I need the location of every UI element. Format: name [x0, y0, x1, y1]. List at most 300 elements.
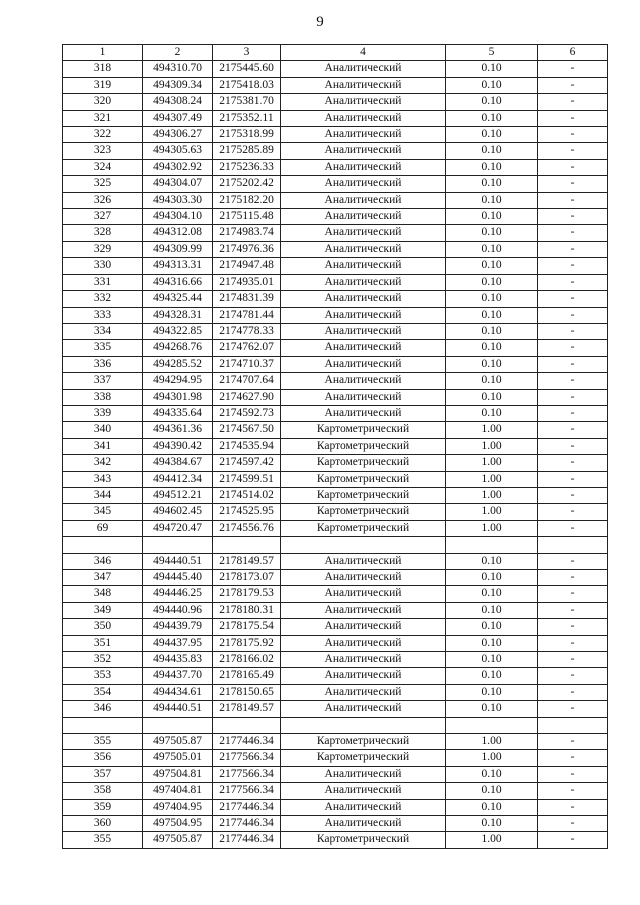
description-cell: -	[538, 307, 608, 323]
table-row	[63, 553, 608, 569]
accuracy-cell: 0.10	[446, 635, 538, 651]
x-coordinate-cell: 494307.49	[143, 110, 213, 126]
x-coordinate-cell: 494304.10	[143, 209, 213, 225]
description-cell: -	[538, 586, 608, 602]
accuracy-cell: 0.10	[446, 225, 538, 241]
description-cell: -	[538, 684, 608, 700]
y-coordinate-cell: 2178175.92	[213, 635, 281, 651]
y-coordinate-cell: 2177566.34	[213, 750, 281, 766]
description-cell: -	[538, 94, 608, 110]
table-row	[63, 635, 608, 651]
x-coordinate-cell: 494310.70	[143, 61, 213, 77]
y-coordinate-cell: 2174535.94	[213, 438, 281, 454]
method-cell: Аналитический	[281, 602, 446, 618]
method-cell: Картометрический	[281, 438, 446, 454]
point-number-cell: 358	[63, 783, 143, 799]
point-number-cell: 321	[63, 110, 143, 126]
description-cell: -	[538, 159, 608, 175]
accuracy-cell: 0.10	[446, 799, 538, 815]
y-coordinate-cell: 2174525.95	[213, 504, 281, 520]
x-coordinate-cell: 494302.92	[143, 159, 213, 175]
description-cell	[538, 537, 608, 553]
point-number-cell: 351	[63, 635, 143, 651]
method-cell: Картометрический	[281, 750, 446, 766]
table-row	[63, 340, 608, 356]
y-coordinate-cell: 2174592.73	[213, 405, 281, 421]
method-cell: Аналитический	[281, 323, 446, 339]
table-row	[63, 471, 608, 487]
point-number-cell: 350	[63, 619, 143, 635]
description-cell: -	[538, 619, 608, 635]
x-coordinate-cell: 494434.61	[143, 684, 213, 700]
x-coordinate-cell: 494412.34	[143, 471, 213, 487]
y-coordinate-cell: 2178179.53	[213, 586, 281, 602]
description-cell: -	[538, 110, 608, 126]
table-row	[63, 61, 608, 77]
x-coordinate-cell: 494309.34	[143, 77, 213, 93]
description-cell: -	[538, 209, 608, 225]
method-cell: Аналитический	[281, 110, 446, 126]
accuracy-cell: 1.00	[446, 438, 538, 454]
x-coordinate-cell: 494435.83	[143, 652, 213, 668]
method-cell: Картометрический	[281, 487, 446, 503]
point-number-cell: 337	[63, 373, 143, 389]
x-coordinate-cell: 494325.44	[143, 291, 213, 307]
description-cell: -	[538, 750, 608, 766]
y-coordinate-cell: 2178149.57	[213, 553, 281, 569]
accuracy-cell: 0.10	[446, 159, 538, 175]
point-number-cell: 325	[63, 176, 143, 192]
description-cell: -	[538, 225, 608, 241]
accuracy-cell: 0.10	[446, 586, 538, 602]
y-coordinate-cell: 2178165.49	[213, 668, 281, 684]
table-row	[63, 192, 608, 208]
y-coordinate-cell: 2178149.57	[213, 701, 281, 717]
x-coordinate-cell: 494440.51	[143, 701, 213, 717]
method-cell: Аналитический	[281, 569, 446, 585]
point-number-cell: 356	[63, 750, 143, 766]
method-cell: Аналитический	[281, 652, 446, 668]
table-row	[63, 241, 608, 257]
point-number-cell: 327	[63, 209, 143, 225]
point-number-cell: 355	[63, 832, 143, 848]
column-header: 2	[143, 45, 213, 61]
x-coordinate-cell: 494512.21	[143, 487, 213, 503]
point-number-cell	[63, 717, 143, 733]
table-row	[63, 438, 608, 454]
x-coordinate-cell: 494602.45	[143, 504, 213, 520]
point-number-cell: 320	[63, 94, 143, 110]
method-cell: Аналитический	[281, 61, 446, 77]
y-coordinate-cell: 2178173.07	[213, 569, 281, 585]
point-number-cell: 346	[63, 701, 143, 717]
method-cell: Картометрический	[281, 734, 446, 750]
description-cell: -	[538, 422, 608, 438]
y-coordinate-cell: 2177566.34	[213, 766, 281, 782]
y-coordinate-cell: 2175445.60	[213, 61, 281, 77]
point-number-cell: 324	[63, 159, 143, 175]
accuracy-cell: 0.10	[446, 291, 538, 307]
accuracy-cell: 1.00	[446, 504, 538, 520]
description-cell: -	[538, 291, 608, 307]
table-row	[63, 291, 608, 307]
accuracy-cell: 0.10	[446, 619, 538, 635]
method-cell: Аналитический	[281, 373, 446, 389]
column-header: 3	[213, 45, 281, 61]
x-coordinate-cell: 494439.79	[143, 619, 213, 635]
x-coordinate-cell: 494437.95	[143, 635, 213, 651]
method-cell: Аналитический	[281, 340, 446, 356]
method-cell: Аналитический	[281, 258, 446, 274]
accuracy-cell: 0.10	[446, 356, 538, 372]
y-coordinate-cell: 2174599.51	[213, 471, 281, 487]
description-cell: -	[538, 61, 608, 77]
accuracy-cell: 1.00	[446, 487, 538, 503]
point-number-cell: 345	[63, 504, 143, 520]
point-number-cell: 326	[63, 192, 143, 208]
description-cell: -	[538, 373, 608, 389]
table-row	[63, 799, 608, 815]
method-cell: Картометрический	[281, 422, 446, 438]
table-body	[63, 45, 608, 849]
description-cell: -	[538, 553, 608, 569]
x-coordinate-cell: 497404.95	[143, 799, 213, 815]
point-number-cell: 336	[63, 356, 143, 372]
x-coordinate-cell: 497505.01	[143, 750, 213, 766]
table-row	[63, 159, 608, 175]
y-coordinate-cell: 2175285.89	[213, 143, 281, 159]
accuracy-cell: 0.10	[446, 569, 538, 585]
y-coordinate-cell: 2175115.48	[213, 209, 281, 225]
point-number-cell: 339	[63, 405, 143, 421]
x-coordinate-cell: 494322.85	[143, 323, 213, 339]
method-cell: Аналитический	[281, 799, 446, 815]
method-cell: Аналитический	[281, 94, 446, 110]
x-coordinate-cell: 494308.24	[143, 94, 213, 110]
point-number-cell: 360	[63, 816, 143, 832]
description-cell: -	[538, 816, 608, 832]
accuracy-cell: 1.00	[446, 520, 538, 536]
y-coordinate-cell: 2178175.54	[213, 619, 281, 635]
accuracy-cell: 0.10	[446, 209, 538, 225]
table-row	[63, 766, 608, 782]
table-row	[63, 816, 608, 832]
y-coordinate-cell: 2174627.90	[213, 389, 281, 405]
accuracy-cell: 1.00	[446, 455, 538, 471]
y-coordinate-cell	[213, 537, 281, 553]
method-cell: Аналитический	[281, 619, 446, 635]
description-cell: -	[538, 274, 608, 290]
table-row	[63, 143, 608, 159]
accuracy-cell: 0.10	[446, 340, 538, 356]
method-cell	[281, 537, 446, 553]
description-cell: -	[538, 143, 608, 159]
y-coordinate-cell: 2178166.02	[213, 652, 281, 668]
description-cell: -	[538, 323, 608, 339]
x-coordinate-cell: 497504.95	[143, 816, 213, 832]
point-number-cell: 323	[63, 143, 143, 159]
point-number-cell: 352	[63, 652, 143, 668]
method-cell: Аналитический	[281, 127, 446, 143]
y-coordinate-cell: 2174935.01	[213, 274, 281, 290]
y-coordinate-cell: 2174983.74	[213, 225, 281, 241]
description-cell: -	[538, 487, 608, 503]
method-cell: Аналитический	[281, 274, 446, 290]
method-cell: Аналитический	[281, 143, 446, 159]
accuracy-cell: 1.00	[446, 832, 538, 848]
description-cell: -	[538, 241, 608, 257]
table-row	[63, 405, 608, 421]
method-cell	[281, 717, 446, 733]
y-coordinate-cell: 2175418.03	[213, 77, 281, 93]
table-row	[63, 734, 608, 750]
accuracy-cell: 0.10	[446, 373, 538, 389]
coordinates-table	[62, 44, 608, 849]
description-cell: -	[538, 783, 608, 799]
accuracy-cell: 0.10	[446, 258, 538, 274]
accuracy-cell: 0.10	[446, 602, 538, 618]
method-cell: Аналитический	[281, 307, 446, 323]
y-coordinate-cell: 2177446.34	[213, 816, 281, 832]
point-number-cell: 341	[63, 438, 143, 454]
y-coordinate-cell: 2174781.44	[213, 307, 281, 323]
description-cell: -	[538, 504, 608, 520]
accuracy-cell: 1.00	[446, 422, 538, 438]
accuracy-cell: 0.10	[446, 668, 538, 684]
point-number-cell: 346	[63, 553, 143, 569]
x-coordinate-cell: 494312.08	[143, 225, 213, 241]
method-cell: Аналитический	[281, 586, 446, 602]
point-number-cell: 328	[63, 225, 143, 241]
point-number-cell: 349	[63, 602, 143, 618]
method-cell: Картометрический	[281, 455, 446, 471]
accuracy-cell: 0.10	[446, 241, 538, 257]
table-row	[63, 323, 608, 339]
table-row	[63, 586, 608, 602]
y-coordinate-cell: 2177446.34	[213, 734, 281, 750]
point-number-cell: 332	[63, 291, 143, 307]
description-cell: -	[538, 734, 608, 750]
method-cell: Картометрический	[281, 471, 446, 487]
x-coordinate-cell: 494306.27	[143, 127, 213, 143]
method-cell: Аналитический	[281, 209, 446, 225]
method-cell: Картометрический	[281, 504, 446, 520]
y-coordinate-cell: 2177446.34	[213, 832, 281, 848]
table-row	[63, 652, 608, 668]
accuracy-cell: 0.10	[446, 405, 538, 421]
y-coordinate-cell: 2177566.34	[213, 783, 281, 799]
table-row	[63, 717, 608, 733]
x-coordinate-cell: 494313.31	[143, 258, 213, 274]
y-coordinate-cell: 2174567.50	[213, 422, 281, 438]
header-row	[63, 45, 608, 61]
method-cell: Аналитический	[281, 389, 446, 405]
y-coordinate-cell: 2174556.76	[213, 520, 281, 536]
table-row	[63, 684, 608, 700]
table-row	[63, 373, 608, 389]
accuracy-cell: 0.10	[446, 701, 538, 717]
point-number-cell: 335	[63, 340, 143, 356]
point-number-cell: 331	[63, 274, 143, 290]
y-coordinate-cell: 2174710.37	[213, 356, 281, 372]
point-number-cell: 333	[63, 307, 143, 323]
point-number-cell: 359	[63, 799, 143, 815]
description-cell	[538, 717, 608, 733]
method-cell: Картометрический	[281, 832, 446, 848]
y-coordinate-cell: 2175381.70	[213, 94, 281, 110]
description-cell: -	[538, 127, 608, 143]
column-header: 6	[538, 45, 608, 61]
accuracy-cell: 0.10	[446, 684, 538, 700]
method-cell: Аналитический	[281, 668, 446, 684]
x-coordinate-cell: 494440.51	[143, 553, 213, 569]
description-cell: -	[538, 569, 608, 585]
description-cell: -	[538, 438, 608, 454]
accuracy-cell: 0.10	[446, 389, 538, 405]
description-cell: -	[538, 356, 608, 372]
table-row	[63, 274, 608, 290]
point-number-cell: 319	[63, 77, 143, 93]
description-cell: -	[538, 455, 608, 471]
y-coordinate-cell: 2174778.33	[213, 323, 281, 339]
description-cell: -	[538, 652, 608, 668]
table-row	[63, 94, 608, 110]
y-coordinate-cell: 2174762.07	[213, 340, 281, 356]
accuracy-cell: 0.10	[446, 77, 538, 93]
accuracy-cell: 0.10	[446, 61, 538, 77]
table-row	[63, 487, 608, 503]
table-row	[63, 127, 608, 143]
point-number-cell: 355	[63, 734, 143, 750]
point-number-cell: 342	[63, 455, 143, 471]
table-row	[63, 537, 608, 553]
accuracy-cell: 0.10	[446, 110, 538, 126]
point-number-cell	[63, 537, 143, 553]
method-cell: Аналитический	[281, 553, 446, 569]
table-row	[63, 307, 608, 323]
point-number-cell: 329	[63, 241, 143, 257]
accuracy-cell: 0.10	[446, 553, 538, 569]
page-number: 9	[316, 14, 324, 30]
point-number-cell: 357	[63, 766, 143, 782]
column-header: 5	[446, 45, 538, 61]
method-cell: Аналитический	[281, 684, 446, 700]
accuracy-cell: 1.00	[446, 734, 538, 750]
table-row	[63, 455, 608, 471]
accuracy-cell: 0.10	[446, 307, 538, 323]
y-coordinate-cell: 2174976.36	[213, 241, 281, 257]
accuracy-cell	[446, 537, 538, 553]
table-row	[63, 750, 608, 766]
x-coordinate-cell: 494294.95	[143, 373, 213, 389]
table-row	[63, 389, 608, 405]
table-row	[63, 832, 608, 848]
accuracy-cell: 1.00	[446, 471, 538, 487]
accuracy-cell: 0.10	[446, 652, 538, 668]
description-cell: -	[538, 602, 608, 618]
accuracy-cell: 0.10	[446, 323, 538, 339]
x-coordinate-cell: 494305.63	[143, 143, 213, 159]
accuracy-cell: 0.10	[446, 192, 538, 208]
y-coordinate-cell: 2175236.33	[213, 159, 281, 175]
description-cell: -	[538, 405, 608, 421]
point-number-cell: 318	[63, 61, 143, 77]
x-coordinate-cell: 494720.47	[143, 520, 213, 536]
method-cell: Аналитический	[281, 766, 446, 782]
x-coordinate-cell: 494437.70	[143, 668, 213, 684]
point-number-cell: 344	[63, 487, 143, 503]
column-header: 4	[281, 45, 446, 61]
point-number-cell: 354	[63, 684, 143, 700]
y-coordinate-cell: 2174597.42	[213, 455, 281, 471]
method-cell: Аналитический	[281, 241, 446, 257]
point-number-cell: 330	[63, 258, 143, 274]
y-coordinate-cell: 2177446.34	[213, 799, 281, 815]
x-coordinate-cell: 494304.07	[143, 176, 213, 192]
y-coordinate-cell: 2175182.20	[213, 192, 281, 208]
table-row	[63, 569, 608, 585]
accuracy-cell: 0.10	[446, 94, 538, 110]
table-row	[63, 504, 608, 520]
table-row	[63, 783, 608, 799]
description-cell: -	[538, 799, 608, 815]
method-cell: Аналитический	[281, 77, 446, 93]
table-row	[63, 356, 608, 372]
method-cell: Аналитический	[281, 701, 446, 717]
point-number-cell: 69	[63, 520, 143, 536]
table-row	[63, 258, 608, 274]
point-number-cell: 353	[63, 668, 143, 684]
x-coordinate-cell: 494446.25	[143, 586, 213, 602]
table-row	[63, 668, 608, 684]
description-cell: -	[538, 766, 608, 782]
y-coordinate-cell: 2178180.31	[213, 602, 281, 618]
description-cell: -	[538, 701, 608, 717]
x-coordinate-cell: 497504.81	[143, 766, 213, 782]
method-cell: Аналитический	[281, 816, 446, 832]
x-coordinate-cell: 497505.87	[143, 832, 213, 848]
accuracy-cell: 0.10	[446, 176, 538, 192]
method-cell: Аналитический	[281, 192, 446, 208]
method-cell: Картометрический	[281, 520, 446, 536]
point-number-cell: 340	[63, 422, 143, 438]
x-coordinate-cell: 494445.40	[143, 569, 213, 585]
y-coordinate-cell	[213, 717, 281, 733]
description-cell: -	[538, 340, 608, 356]
description-cell: -	[538, 635, 608, 651]
method-cell: Аналитический	[281, 356, 446, 372]
description-cell: -	[538, 258, 608, 274]
table-row	[63, 422, 608, 438]
point-number-cell: 348	[63, 586, 143, 602]
x-coordinate-cell	[143, 537, 213, 553]
table-row	[63, 701, 608, 717]
point-number-cell: 347	[63, 569, 143, 585]
y-coordinate-cell: 2178150.65	[213, 684, 281, 700]
description-cell: -	[538, 832, 608, 848]
accuracy-cell: 0.10	[446, 127, 538, 143]
description-cell: -	[538, 77, 608, 93]
table-row	[63, 209, 608, 225]
y-coordinate-cell: 2175318.99	[213, 127, 281, 143]
method-cell: Аналитический	[281, 291, 446, 307]
x-coordinate-cell: 494335.64	[143, 405, 213, 421]
description-cell: -	[538, 389, 608, 405]
x-coordinate-cell: 494285.52	[143, 356, 213, 372]
x-coordinate-cell: 494384.67	[143, 455, 213, 471]
accuracy-cell: 1.00	[446, 750, 538, 766]
y-coordinate-cell: 2174831.39	[213, 291, 281, 307]
